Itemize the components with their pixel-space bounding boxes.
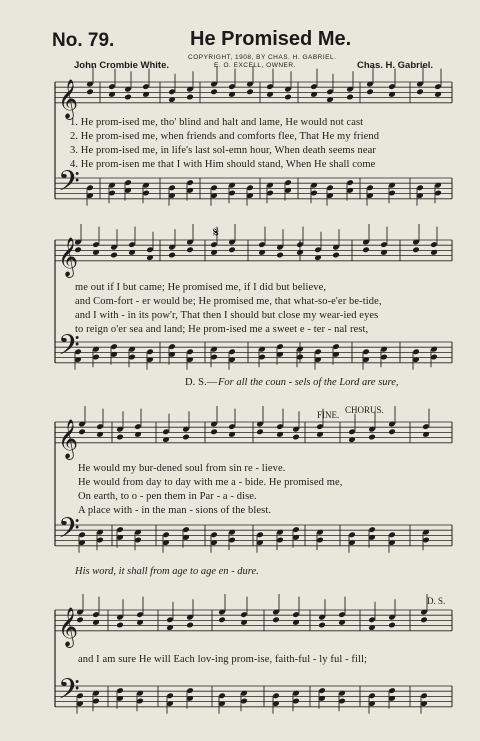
ds-lyric-line: For all the coun - sels of the Lord are sure, bbox=[218, 377, 399, 388]
treble-note bbox=[246, 88, 254, 95]
treble-note bbox=[116, 434, 124, 441]
copyright-line: COPYRIGHT, 1908, BY CHAS. H. GABRIEL. bbox=[188, 54, 337, 61]
bass-clef-icon: 𝄢 bbox=[58, 672, 80, 713]
bass-clef-icon: 𝄢 bbox=[58, 328, 80, 369]
verse-line-3: On earth, to o - pen them in Par - a - dise. bbox=[78, 491, 257, 502]
treble-note bbox=[346, 94, 354, 101]
treble-note bbox=[368, 434, 376, 441]
treble-note bbox=[116, 622, 124, 629]
treble-note bbox=[332, 252, 340, 259]
treble-note bbox=[318, 622, 326, 629]
fine-mark: FINE. bbox=[317, 410, 340, 420]
composer: Chas. H. Gabriel. bbox=[357, 60, 434, 71]
treble-note bbox=[78, 428, 86, 435]
chorus-mark: CHORUS. bbox=[345, 405, 384, 415]
verse-line-1: He would my bur-dened soul from sin re - lieve. bbox=[78, 463, 286, 474]
treble-note bbox=[388, 428, 396, 435]
verse-line-3: 3. He prom-ised me, in life's last sol-emn hour, When death seems near bbox=[70, 145, 376, 156]
treble-note bbox=[412, 246, 420, 253]
treble-note bbox=[284, 94, 292, 101]
verse-line-1: me out if I but came; He promised me, if I did but believe, bbox=[75, 282, 327, 293]
treble-clef-icon: 𝄞 bbox=[58, 236, 79, 277]
ds-lyric-line: His word, it shall from age to age en - dure. bbox=[75, 566, 259, 577]
verse-line-2: and Com-fort - er would be; He promised me, that what-so-e'er be-tide, bbox=[75, 296, 382, 307]
owner-line: E. O. EXCELL, OWNER. bbox=[214, 62, 296, 69]
verse-line-4: to reign o'er sea and land; He prom-ised me a sweet e - ter - nal rest, bbox=[75, 324, 369, 335]
verse-line-2: 2. He prom-ised me, when friends and comforts flee, That He my friend bbox=[70, 131, 380, 142]
verse-line-4: 4. He prom-isen me that I with Him should stand, When He shall come bbox=[70, 159, 376, 170]
bass-clef-icon: 𝄢 bbox=[58, 511, 80, 552]
treble-note bbox=[292, 434, 300, 441]
treble-note bbox=[228, 246, 236, 253]
verse-line-3: and I with - in its pow'r, That then I should but close my wear-ied eyes bbox=[75, 310, 379, 321]
bass-clef-icon: 𝄢 bbox=[58, 164, 80, 205]
lyricist: John Crombie White. bbox=[74, 60, 169, 71]
treble-note bbox=[210, 88, 218, 95]
treble-note bbox=[218, 616, 226, 623]
ds-mark: D. S. bbox=[427, 596, 446, 606]
verse-line-4: A place with - in the man - sions of the blest. bbox=[78, 505, 272, 516]
treble-clef-icon: 𝄞 bbox=[58, 606, 79, 647]
treble-note bbox=[182, 434, 190, 441]
treble-note bbox=[186, 246, 194, 253]
treble-note bbox=[124, 94, 132, 101]
verse-line-1: and I am sure He will Each lov-ing prom-ise, faith-ful - ly ful - fill; bbox=[78, 654, 368, 665]
verse-line-1: 1. He prom-ised me, tho' blind and halt and lame, He would not cast bbox=[70, 117, 364, 128]
hymn-title: He Promised Me. bbox=[190, 28, 352, 50]
segno-sign: 𝄋 bbox=[213, 226, 220, 241]
verse-line-2: He would from day to day with me a - bide. He promised me, bbox=[78, 477, 343, 488]
treble-note bbox=[272, 616, 280, 623]
treble-note bbox=[420, 616, 428, 623]
treble-note bbox=[86, 88, 94, 95]
treble-note bbox=[366, 88, 374, 95]
treble-note bbox=[362, 246, 370, 253]
treble-note bbox=[416, 88, 424, 95]
treble-note bbox=[110, 252, 118, 259]
treble-note bbox=[210, 428, 218, 435]
treble-note bbox=[186, 94, 194, 101]
treble-note bbox=[186, 622, 194, 629]
treble-note bbox=[256, 428, 264, 435]
treble-clef-icon: 𝄞 bbox=[58, 418, 79, 459]
treble-note bbox=[276, 252, 284, 259]
hymn-number: No. 79. bbox=[52, 30, 115, 51]
treble-clef-icon: 𝄞 bbox=[58, 78, 79, 119]
ds-lyric-label: D. S.— bbox=[185, 377, 218, 388]
treble-note bbox=[168, 252, 176, 259]
treble-note bbox=[388, 622, 396, 629]
